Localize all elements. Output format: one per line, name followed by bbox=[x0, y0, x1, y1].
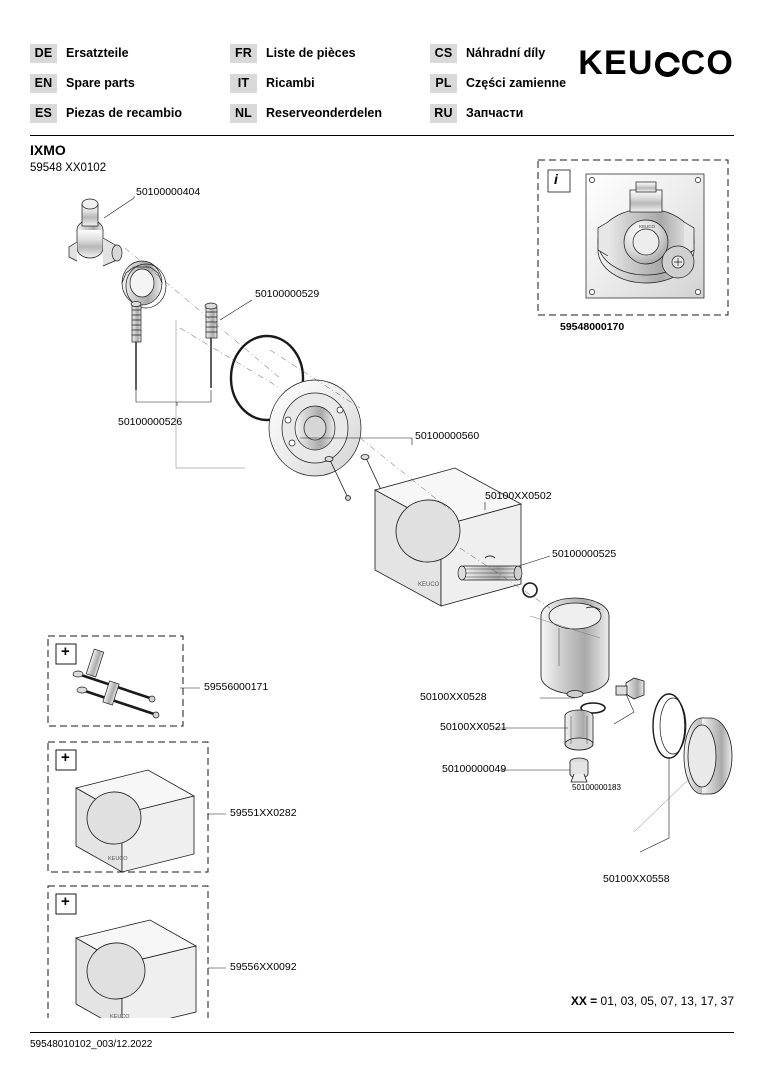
inner-cartridge bbox=[565, 710, 593, 750]
xx-note-values: 01, 03, 05, 07, 13, 17, 37 bbox=[600, 994, 734, 1008]
language-entry-nl bbox=[230, 104, 430, 123]
hex-nut-part bbox=[616, 678, 644, 699]
info-icon: i bbox=[554, 171, 558, 187]
valve-assembly-illustration bbox=[586, 174, 704, 298]
svg-text:KEUCO: KEUCO bbox=[110, 1014, 130, 1018]
flange-disc bbox=[269, 380, 361, 476]
cylinder-body bbox=[541, 598, 609, 694]
language-code-it: IT bbox=[230, 74, 257, 93]
callout-50100000049: 50100000049 bbox=[442, 763, 507, 775]
screw-long-parts bbox=[131, 302, 217, 391]
cartridge-part bbox=[69, 199, 122, 266]
exploded-diagram bbox=[30, 138, 734, 1018]
callout-59556XX0092: 59556XX0092 bbox=[230, 961, 297, 973]
svg-text:KEUCO: KEUCO bbox=[638, 224, 656, 229]
xx-variant-note bbox=[571, 994, 734, 1008]
check-valve-part bbox=[570, 758, 588, 782]
handle-knob bbox=[684, 718, 732, 794]
trim-ring bbox=[653, 694, 686, 758]
language-label-fr: Liste de pièces bbox=[266, 46, 356, 60]
language-label-nl: Reserveonderdelen bbox=[266, 106, 383, 120]
language-code-de: DE bbox=[30, 44, 57, 63]
keuco-logo bbox=[578, 44, 734, 83]
language-code-nl: NL bbox=[230, 104, 257, 123]
language-code-en: EN bbox=[30, 74, 57, 93]
callout-50100XX0558: 50100XX0558 bbox=[603, 873, 670, 885]
seal-washer bbox=[567, 691, 583, 698]
article-number: 59548 XX0102 bbox=[30, 162, 107, 174]
language-label-it: Ricambi bbox=[266, 76, 315, 90]
language-label-de: Ersatzteile bbox=[66, 46, 129, 60]
language-entry-es bbox=[30, 104, 230, 123]
svg-text:KEUCO: KEUCO bbox=[418, 582, 440, 588]
cover-plate-2-illustration bbox=[76, 920, 196, 1018]
xx-note-prefix: XX = bbox=[570, 994, 598, 1008]
brand-text-right: CO bbox=[680, 44, 734, 82]
language-label-es: Piezas de recambio bbox=[66, 106, 183, 120]
spare-parts-sheet bbox=[30, 30, 734, 1050]
page-footer bbox=[30, 1032, 734, 1050]
language-code-ru: RU bbox=[430, 104, 457, 123]
callout-50100XX0502: 50100XX0502 bbox=[485, 490, 552, 502]
plus-icon-screw-set: + bbox=[61, 643, 70, 660]
callout-50100000526: 50100000526 bbox=[118, 416, 183, 428]
language-entry-ru bbox=[430, 104, 615, 123]
brand-o-glyph bbox=[655, 52, 680, 77]
document-id: 59548010102_003/12.2022 bbox=[30, 1039, 153, 1050]
cover-plate-1-illustration bbox=[76, 770, 194, 872]
language-code-pl: PL bbox=[430, 74, 457, 93]
callout-59551XX0282: 59551XX0282 bbox=[230, 807, 297, 819]
language-code-cs: CS bbox=[430, 44, 457, 63]
language-entry-en bbox=[30, 74, 230, 93]
page-header bbox=[30, 30, 734, 136]
language-label-en: Spare parts bbox=[66, 76, 135, 90]
technical-drawing-svg bbox=[30, 138, 734, 1018]
screw-set-illustration bbox=[73, 649, 159, 718]
square-escutcheon bbox=[375, 468, 521, 606]
callout-50100000183: 50100000183 bbox=[572, 783, 621, 792]
language-code-fr: FR bbox=[230, 44, 257, 63]
svg-text:KEUCO: KEUCO bbox=[108, 856, 128, 862]
plus-icon-cover-plate-1: + bbox=[61, 749, 70, 766]
callout-50100000404: 50100000404 bbox=[136, 186, 201, 198]
language-grid bbox=[30, 38, 615, 128]
language-label-pl: Części zamienne bbox=[466, 76, 567, 90]
brand-text-left: KEU bbox=[578, 44, 654, 82]
callout-50100XX0528: 50100XX0528 bbox=[420, 691, 487, 703]
language-entry-it bbox=[230, 74, 430, 93]
info-badge bbox=[548, 170, 570, 192]
callout-59556000171: 59556000171 bbox=[204, 681, 269, 693]
callout-50100000525: 50100000525 bbox=[552, 548, 617, 560]
language-code-es: ES bbox=[30, 104, 57, 123]
page-title: IXMO bbox=[30, 142, 66, 158]
callout-50100000529: 50100000529 bbox=[255, 288, 320, 300]
language-entry-de bbox=[30, 44, 230, 63]
callout-50100XX0521: 50100XX0521 bbox=[440, 721, 507, 733]
language-label-ru: Запчасти bbox=[466, 106, 524, 120]
plus-icon-cover-plate-2: + bbox=[61, 893, 70, 910]
callout-59548000170: 59548000170 bbox=[560, 321, 625, 333]
callout-50100000560: 50100000560 bbox=[415, 430, 480, 442]
ring-nut-part bbox=[122, 261, 166, 308]
language-label-cs: Náhradní díly bbox=[466, 46, 546, 60]
language-entry-fr bbox=[230, 44, 430, 63]
